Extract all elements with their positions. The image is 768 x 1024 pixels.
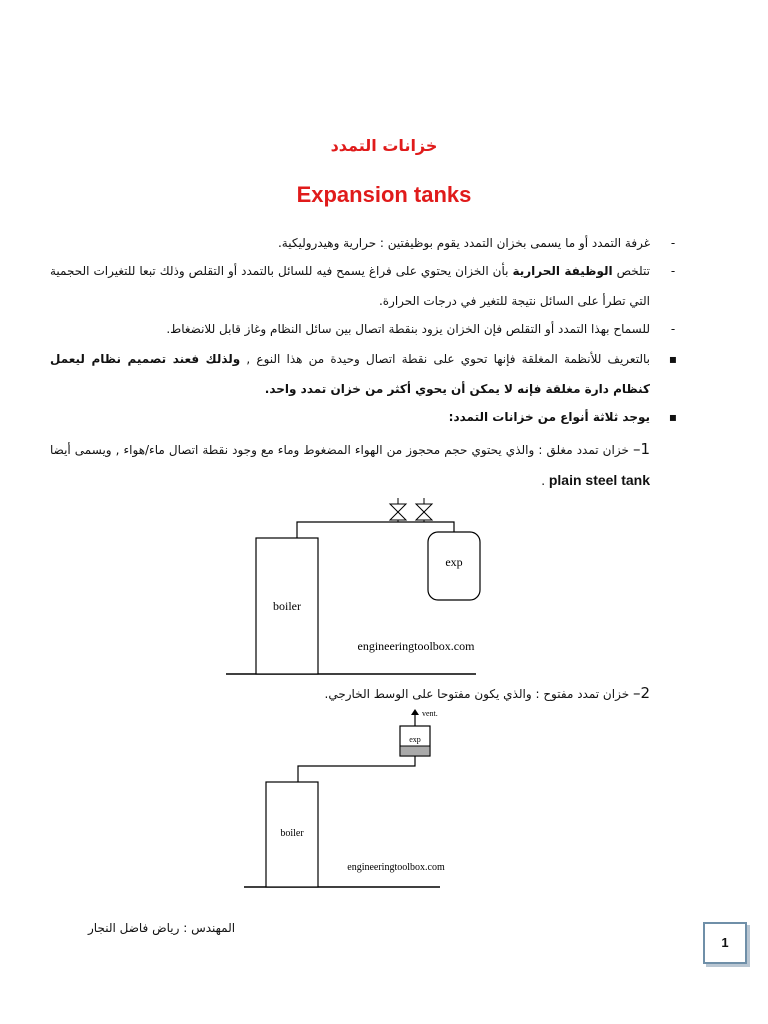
exp-label: exp (445, 555, 463, 569)
exp-tank-water (400, 746, 430, 756)
english-term: plain steel tank (548, 472, 650, 488)
paragraph-text: خزان تمدد مغلق : والذي يحتوي حجم محجوز من الهواء المضغوط وماء مع وجود نقطة اتصال ماء/هواء , ويسمى أيضا (50, 443, 629, 457)
bullet-dash: - (670, 236, 676, 250)
paragraph-bold-text: ولذلك فعند تصميم نظام ليعمل كنظام دارة مغلقة فإنه لا يمكن أن يحوي أكثر من خزان تمدد واحد. (50, 352, 650, 396)
paragraph-text: بأن الخزان يحتوي على فراغ يسمح فيه للسائل بالتمدد أو التقلص وذلك تبعا للتغيرات الحجمية التي تطرأ على السائل نتيجة للتغير في درجات الحرارة. (50, 264, 650, 308)
paragraph-closed-tank (50, 434, 650, 496)
paragraph-1 (50, 228, 676, 258)
open-tank-diagram (240, 706, 450, 892)
bullet-square: ▪ (668, 352, 678, 366)
boiler-label: boiler (280, 828, 304, 839)
paragraph-4 (50, 344, 678, 404)
bullet-square: ▪ (668, 410, 678, 424)
paragraph-2 (50, 256, 676, 316)
vent-arrow-icon (411, 709, 419, 726)
valve-icon (390, 498, 406, 522)
exp-label: exp (409, 735, 421, 744)
paragraph-tail: . (541, 474, 546, 488)
valve-icon (416, 498, 432, 522)
paragraph-text: غرفة التمدد أو ما يسمى بخزان التمدد يقوم بوظيفتين : حرارية وهيدروليكية. (277, 236, 650, 250)
connection-pipe (298, 756, 415, 782)
paragraph-text: تتلخص (612, 264, 650, 278)
paragraph-3 (50, 314, 676, 344)
page-number: 1 (703, 922, 747, 964)
english-title: Expansion tanks (296, 182, 472, 207)
closed-tank-diagram (226, 490, 486, 680)
source-label: engineeringtoolbox.com (347, 862, 445, 873)
source-label: engineeringtoolbox.com (357, 639, 475, 653)
bullet-dash: - (670, 264, 676, 278)
paragraph-open-tank (50, 678, 650, 709)
item-number: 1– (632, 440, 650, 458)
paragraph-text: بالتعريف للأنظمة المغلقة فإنها تحوي على نقطة اتصال وحيدة من هذا النوع , (240, 352, 650, 366)
boiler-label: boiler (273, 599, 301, 613)
paragraph-5 (50, 402, 678, 432)
paragraph-bold-text: يوجد ثلاثة أنواع من خزانات التمدد: (448, 410, 650, 424)
bullet-dash: - (670, 322, 676, 336)
author-name: المهندس : رياض فاضل النجار (88, 921, 236, 935)
paragraph-text: للسماح بهذا التمدد أو التقلص فإن الخزان يزود بنقطة اتصال بين سائل النظام وغاز قابل للانضغاط. (166, 322, 650, 336)
vent-label: vent. (422, 709, 438, 718)
arabic-title: خزانات التمدد (330, 136, 438, 155)
paragraph-bold-term: الوظيفة الحرارية (512, 264, 613, 278)
paragraph-text: خزان تمدد مفتوح : والذي يكون مفتوحا على الوسط الخارجي. (324, 687, 630, 701)
item-number: 2– (632, 684, 650, 702)
